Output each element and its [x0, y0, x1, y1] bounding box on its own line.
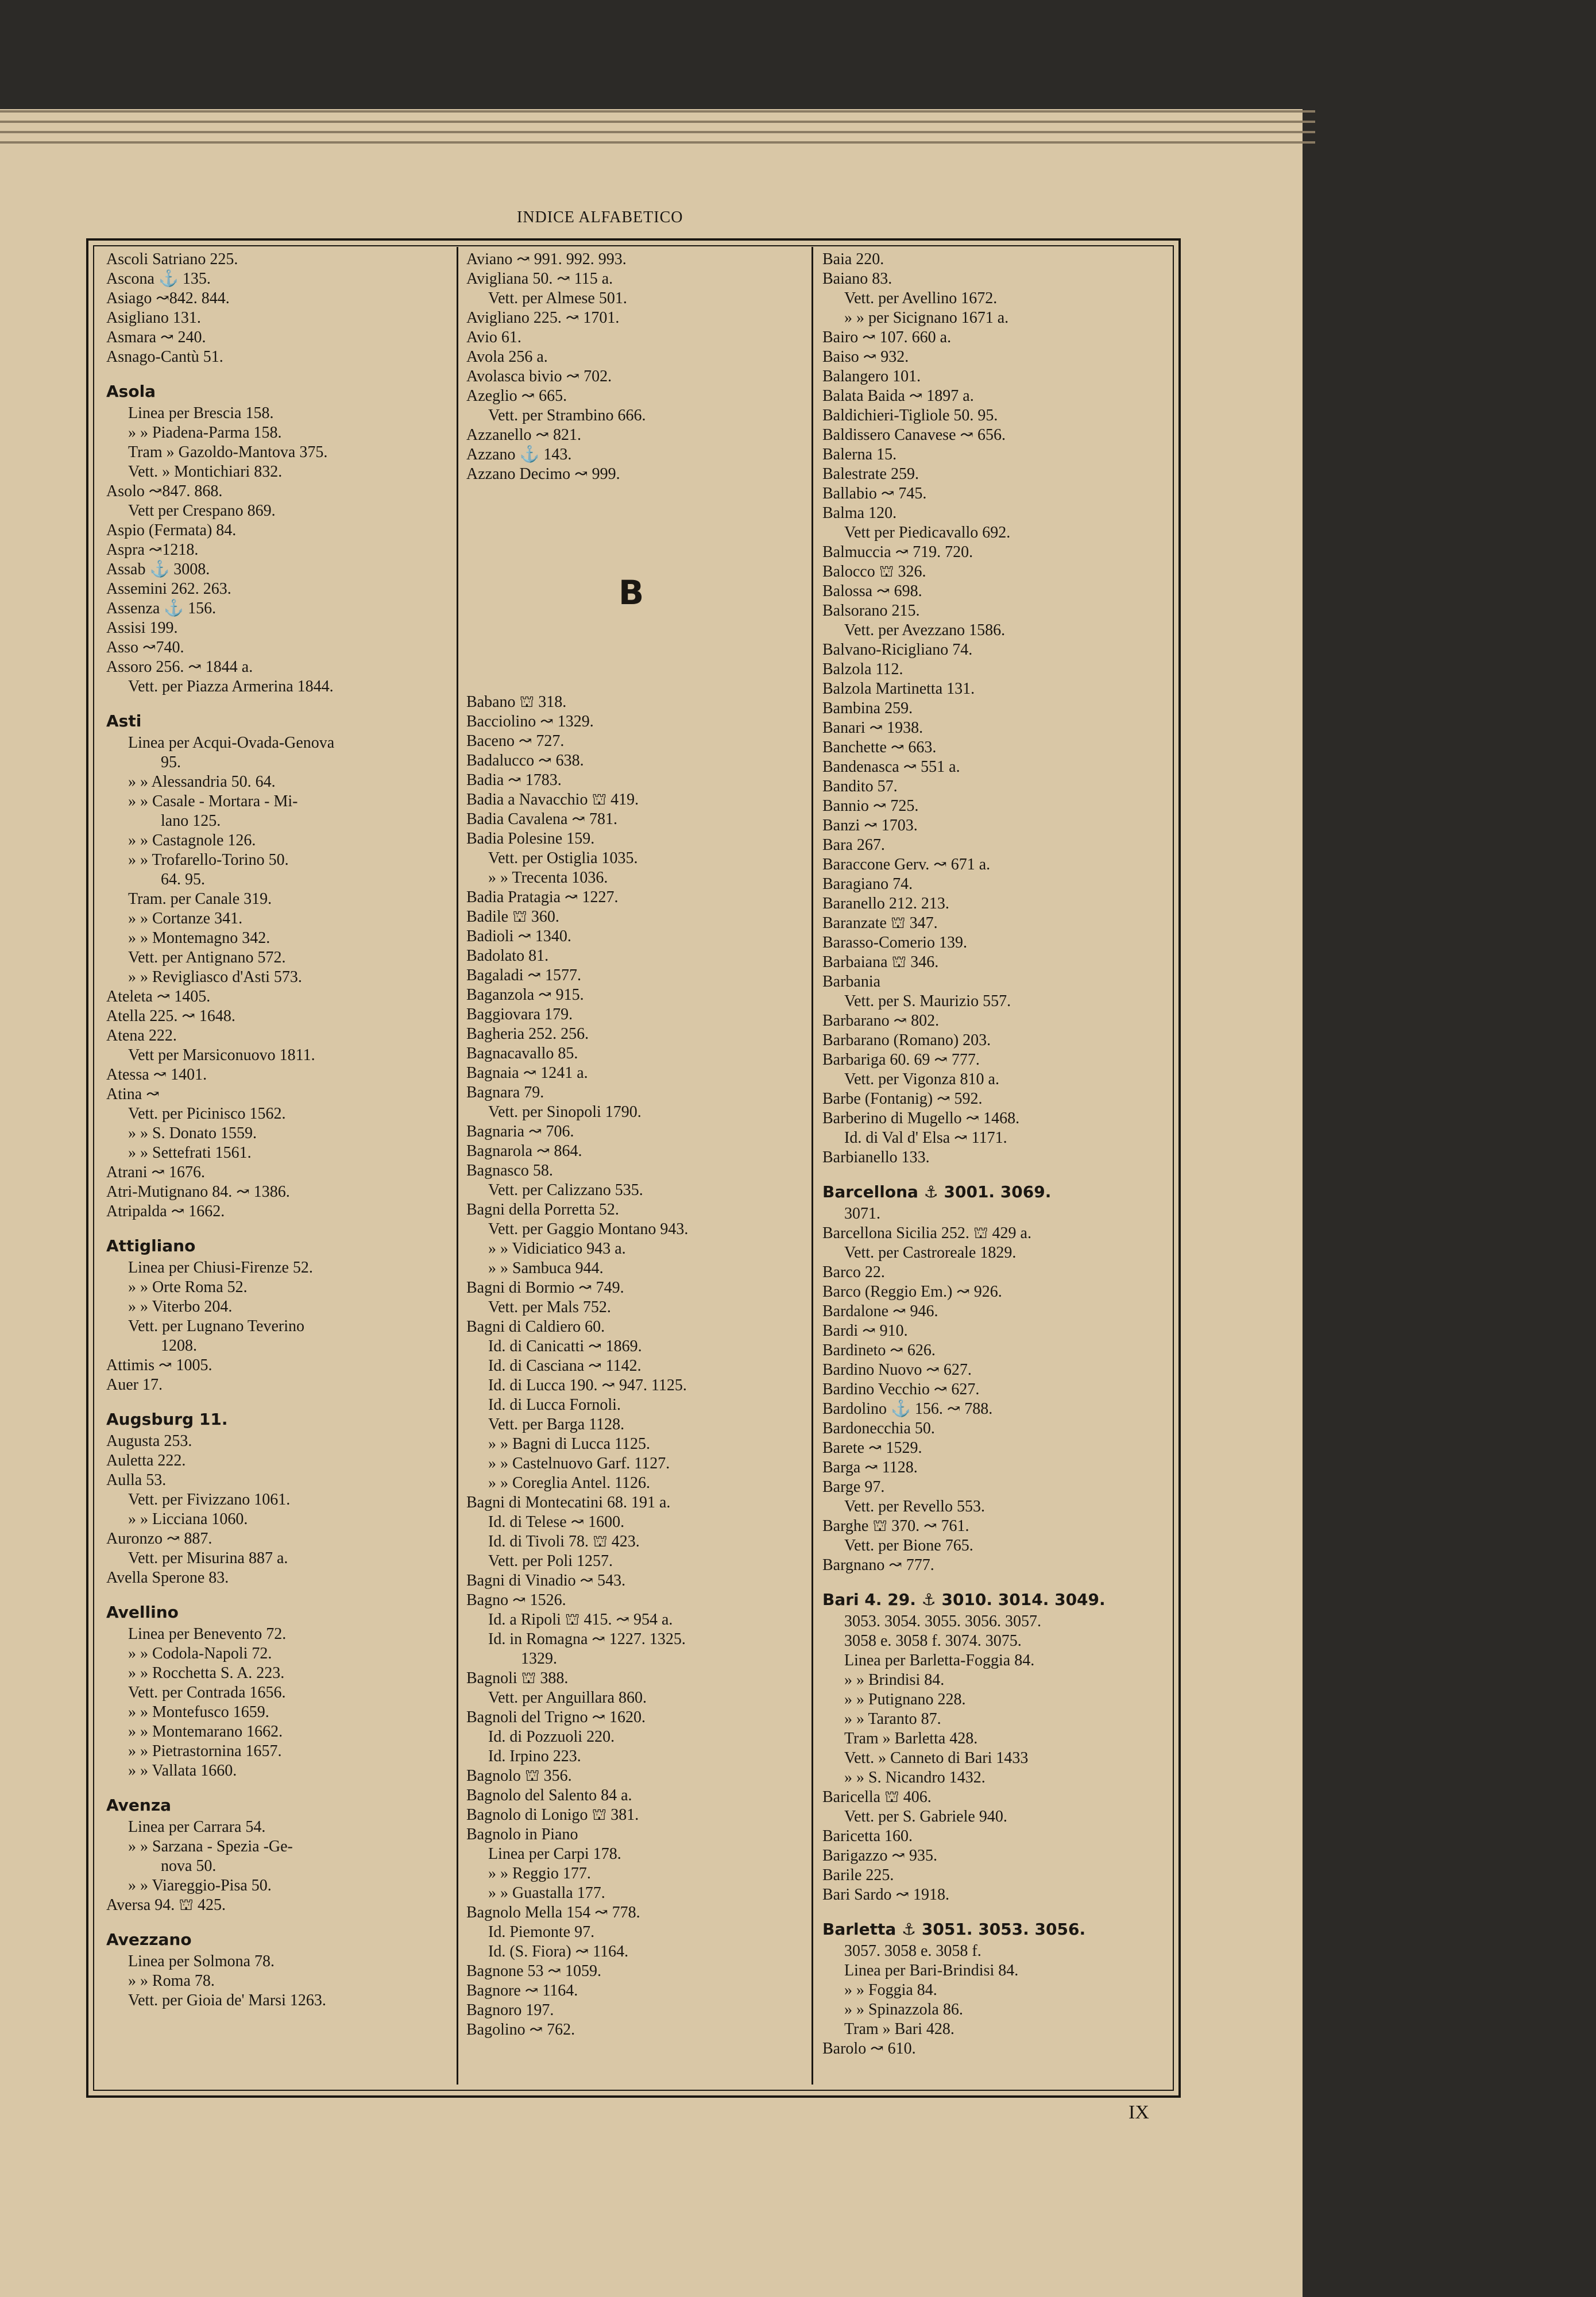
index-entry: Barcellona Sicilia 252. ⛫ 429 a.	[822, 1224, 1031, 1242]
index-entry: Avigliano 225. ↝ 1701.	[466, 309, 620, 327]
index-entry: Vett. per Antignano 572.	[128, 949, 286, 966]
page-edge-line	[0, 131, 1315, 133]
index-entry: » » Alessandria 50. 64.	[128, 773, 276, 791]
index-entry: 64. 95.	[161, 871, 205, 888]
index-heading: Attigliano	[106, 1236, 196, 1255]
index-entry: Bagnolo di Lonigo ⛫ 381.	[466, 1806, 639, 1824]
index-entry: Babano ⛫ 318.	[466, 693, 567, 711]
index-entry: » » Bagni di Lucca 1125.	[488, 1435, 651, 1453]
index-entry: » » Roma 78.	[128, 1972, 215, 1990]
index-entry: Vett. per Bione 765.	[844, 1537, 973, 1554]
index-entry: » » Brindisi 84.	[844, 1671, 945, 1689]
index-entry: Baranzate ⛫ 347.	[822, 914, 938, 932]
index-entry: Vett. » Canneto di Bari 1433	[844, 1749, 1029, 1767]
index-entry: Bardi ↝ 910.	[822, 1322, 908, 1340]
index-entry: Bagni di Montecatini 68. 191 a.	[466, 1494, 671, 1511]
index-entry: Bagno ↝ 1526.	[466, 1591, 566, 1609]
index-entry: Bagni della Porretta 52.	[466, 1201, 619, 1219]
index-entry: Id. di Pozzuoli 220.	[488, 1728, 615, 1746]
index-entry: Ascoli Satriano 225.	[106, 250, 238, 268]
index-entry: Bandenasca ↝ 551 a.	[822, 758, 960, 776]
index-entry: Id. di Canicatti ↝ 1869.	[488, 1337, 642, 1355]
index-entry: Ateleta ↝ 1405.	[106, 988, 211, 1006]
index-entry: Bagnaia ↝ 1241 a.	[466, 1064, 588, 1082]
index-entry: Vett. per S. Gabriele 940.	[844, 1808, 1007, 1826]
index-entry: Asmara ↝ 240.	[106, 328, 206, 346]
index-entry: 3058 e. 3058 f. 3074. 3075.	[844, 1632, 1022, 1650]
index-entry: Ballabio ↝ 745.	[822, 485, 927, 502]
index-column-2	[466, 250, 799, 2087]
index-entry: Badalucco ↝ 638.	[466, 752, 584, 769]
index-entry: Id. Irpino 223.	[488, 1747, 581, 1765]
index-entry: Balmuccia ↝ 719. 720.	[822, 543, 973, 561]
index-entry: Badia ↝ 1783.	[466, 771, 562, 789]
index-entry: Bagolino ↝ 762.	[466, 2021, 575, 2039]
index-entry: Bardalone ↝ 946.	[822, 1302, 938, 1320]
index-entry: Baldichieri-Tigliole 50. 95.	[822, 407, 998, 424]
index-column-1	[106, 250, 439, 2087]
index-entry: Baldissero Canavese ↝ 656.	[822, 426, 1006, 444]
index-entry: Baranello 212. 213.	[822, 895, 949, 912]
index-entry: Aspio (Fermata) 84.	[106, 521, 237, 539]
index-entry: Baiso ↝ 932.	[822, 348, 909, 366]
index-entry: » » Foggia 84.	[844, 1981, 937, 1999]
index-entry: Barco (Reggio Em.) ↝ 926.	[822, 1283, 1002, 1301]
index-entry: » » Piadena-Parma 158.	[128, 424, 282, 442]
index-entry: Linea per Barletta-Foggia 84.	[844, 1652, 1035, 1669]
index-entry: Bandito 57.	[822, 778, 898, 795]
index-heading: Asola	[106, 382, 156, 401]
index-entry: Baiano 83.	[822, 270, 892, 288]
index-entry: Atrani ↝ 1676.	[106, 1163, 205, 1181]
index-entry: Bacciolino ↝ 1329.	[466, 713, 594, 730]
index-entry: Asso ↝740.	[106, 639, 184, 656]
index-entry: Ascona ⚓ 135.	[106, 270, 211, 288]
index-entry: » » Revigliasco d'Asti 573.	[128, 968, 302, 986]
index-entry: 3053. 3054. 3055. 3056. 3057.	[844, 1612, 1041, 1630]
index-entry: Balzola Martinetta 131.	[822, 680, 975, 698]
index-entry: » » Trofarello-Torino 50.	[128, 851, 289, 869]
index-entry: » » Guastalla 177.	[488, 1884, 605, 1902]
index-entry: 95.	[161, 753, 181, 771]
column-divider	[811, 247, 813, 2085]
index-entry: Vett. per Castroreale 1829.	[844, 1244, 1017, 1262]
index-entry: Assenza ⚓ 156.	[106, 600, 217, 617]
index-entry: Barete ↝ 1529.	[822, 1439, 922, 1457]
index-entry: Auronzo ↝ 887.	[106, 1530, 212, 1548]
index-column-3	[822, 250, 1156, 2087]
index-entry: Balsorano 215.	[822, 602, 920, 620]
index-entry: Barco 22.	[822, 1263, 885, 1281]
index-entry: Barigazzo ↝ 935.	[822, 1847, 937, 1865]
index-entry: Baggiovara 179.	[466, 1006, 573, 1023]
index-entry: Asolo ↝847. 868.	[106, 482, 223, 500]
index-heading: Asti	[106, 711, 142, 730]
index-entry: Balzola 112.	[822, 660, 903, 678]
index-entry: 1208.	[161, 1337, 197, 1355]
index-entry: Atella 225. ↝ 1648.	[106, 1007, 235, 1025]
index-entry: Assemini 262. 263.	[106, 580, 231, 598]
index-entry: Aversa 94. ⛫ 425.	[106, 1896, 226, 1914]
index-entry: » » Spinazzola 86.	[844, 2001, 963, 2018]
index-entry: Avola 256 a.	[466, 348, 548, 366]
index-entry: Linea per Benevento 72.	[128, 1625, 287, 1643]
index-entry: Azzanello ↝ 821.	[466, 426, 581, 444]
index-entry: Asnago-Cantù 51.	[106, 348, 223, 366]
index-entry: Badia Polesine 159.	[466, 830, 595, 848]
index-entry: Barga ↝ 1128.	[822, 1459, 918, 1476]
index-entry: Id. di Lucca 190. ↝ 947. 1125.	[488, 1376, 687, 1394]
index-entry: » » Settefrati 1561.	[128, 1144, 252, 1162]
index-entry: » » Codola-Napoli 72.	[128, 1645, 272, 1662]
index-entry: Bagnacavallo 85.	[466, 1045, 578, 1062]
index-entry: Bardolino ⚓ 156. ↝ 788.	[822, 1400, 993, 1418]
index-entry: Balerna 15.	[822, 446, 897, 463]
index-entry: Vett. per Picinisco 1562.	[128, 1105, 286, 1123]
index-entry: Azeglio ↝ 665.	[466, 387, 567, 405]
index-entry: Barbarano (Romano) 203.	[822, 1031, 991, 1049]
index-entry: Azzano ⚓ 143.	[466, 446, 572, 463]
index-entry: Balangero 101.	[822, 368, 921, 385]
index-entry: Banari ↝ 1938.	[822, 719, 923, 737]
index-entry: Barbe (Fontanig) ↝ 592.	[822, 1090, 983, 1108]
index-entry: Bagni di Vinadio ↝ 543.	[466, 1572, 626, 1590]
index-entry: Bagnoli ⛫ 388.	[466, 1669, 569, 1687]
index-heading: Barcellona ⚓ 3001. 3069.	[822, 1182, 1052, 1201]
index-entry: Bagnasco 58.	[466, 1162, 553, 1180]
index-entry: » » Sarzana - Spezia -Ge-	[128, 1838, 293, 1855]
index-entry: Vett. per Mals 752.	[488, 1298, 611, 1316]
index-entry: » » Taranto 87.	[844, 1710, 941, 1728]
index-entry: Id. di Telese ↝ 1600.	[488, 1513, 625, 1531]
index-entry: Linea per Carpi 178.	[488, 1845, 621, 1863]
index-entry: Badile ⛫ 360.	[466, 908, 559, 926]
index-entry: Baraccone Gerv. ↝ 671 a.	[822, 856, 991, 873]
index-entry: Balocco ⛫ 326.	[822, 563, 926, 581]
index-entry: » » Viareggio-Pisa 50.	[128, 1877, 272, 1894]
index-entry: Bagnaria ↝ 706.	[466, 1123, 574, 1140]
index-entry: Tram » Bari 428.	[844, 2020, 954, 2038]
index-entry: Vett. » Montichiari 832.	[128, 463, 283, 481]
index-entry: » » Licciana 1060.	[128, 1510, 248, 1528]
index-entry: Vett. per Misurina 887 a.	[128, 1549, 288, 1567]
index-heading: Avellino	[106, 1603, 179, 1622]
index-entry: Vett. per Piazza Armerina 1844.	[128, 678, 334, 695]
index-entry: Avigliana 50. ↝ 115 a.	[466, 270, 613, 288]
index-entry: Assisi 199.	[106, 619, 178, 637]
index-entry: Barge 97.	[822, 1478, 885, 1496]
index-entry: Bagni di Caldiero 60.	[466, 1318, 605, 1336]
index-entry: Banzi ↝ 1703.	[822, 817, 918, 834]
index-entry: » » S. Nicandro 1432.	[844, 1769, 986, 1786]
index-entry: Vett. per Vigonza 810 a.	[844, 1070, 999, 1088]
index-entry: » » Castelnuovo Garf. 1127.	[488, 1455, 670, 1472]
index-entry: Bagnoro 197.	[466, 2001, 554, 2019]
index-entry: Linea per Carrara 54.	[128, 1818, 266, 1836]
index-entry: Vett. per Poli 1257.	[488, 1552, 613, 1570]
index-entry: Badolato 81.	[466, 947, 549, 965]
index-entry: Baricella ⛫ 406.	[822, 1788, 932, 1806]
index-entry: Banchette ↝ 663.	[822, 738, 937, 756]
index-entry: Bagnolo del Salento 84 a.	[466, 1786, 632, 1804]
index-entry: Id. di Lucca Fornoli.	[488, 1396, 621, 1414]
index-entry: Atena 222.	[106, 1027, 177, 1045]
index-entry: Auer 17.	[106, 1376, 163, 1394]
index-entry: Vett. per Ostiglia 1035.	[488, 849, 638, 867]
index-entry: Id. a Ripoli ⛫ 415. ↝ 954 a.	[488, 1611, 673, 1629]
index-entry: » » Reggio 177.	[488, 1865, 591, 1882]
section-letter: B	[619, 573, 644, 612]
index-entry: Bagnore ↝ 1164.	[466, 1982, 578, 2000]
index-entry: 3057. 3058 e. 3058 f.	[844, 1942, 981, 1960]
index-entry: Aviano ↝ 991. 992. 993.	[466, 250, 627, 268]
index-entry: Asiago ↝842. 844.	[106, 289, 230, 307]
index-entry: Vett. per Avellino 1672.	[844, 289, 998, 307]
index-entry: Tram » Gazoldo-Mantova 375.	[128, 443, 328, 461]
index-entry: Barbania	[822, 973, 881, 991]
index-entry: Balestrate 259.	[822, 465, 919, 483]
index-entry: » » Putignano 228.	[844, 1691, 966, 1708]
index-entry: Barasso-Comerio 139.	[822, 934, 967, 952]
index-entry: Vett per Marsiconuovo 1811.	[128, 1046, 315, 1064]
index-entry: Bagaladi ↝ 1577.	[466, 966, 581, 984]
index-entry: Bagheria 252. 256.	[466, 1025, 589, 1043]
index-entry: Atripalda ↝ 1662.	[106, 1202, 225, 1220]
index-entry: Bagnolo in Piano	[466, 1826, 578, 1843]
index-entry: Linea per Bari-Brindisi 84.	[844, 1962, 1019, 1979]
index-entry: Barbianello 133.	[822, 1148, 930, 1166]
index-entry: » » Rocchetta S. A. 223.	[128, 1664, 285, 1682]
index-entry: » » Vidiciatico 943 a.	[488, 1240, 626, 1258]
index-entry: » » Trecenta 1036.	[488, 869, 608, 887]
index-entry: Bari Sardo ↝ 1918.	[822, 1886, 949, 1904]
index-entry: Aulla 53.	[106, 1471, 167, 1489]
index-entry: » » Orte Roma 52.	[128, 1278, 248, 1296]
index-heading: Bari 4. 29. ⚓ 3010. 3014. 3049.	[822, 1590, 1106, 1609]
index-entry: » » Viterbo 204.	[128, 1298, 233, 1316]
index-entry: Vett per Piedicavallo 692.	[844, 524, 1011, 542]
index-entry: Id. (S. Fiora) ↝ 1164.	[488, 1943, 629, 1960]
index-entry: Avolasca bivio ↝ 702.	[466, 368, 612, 385]
index-entry: Vett. per Sinopoli 1790.	[488, 1103, 642, 1121]
index-entry: Balma 120.	[822, 504, 897, 522]
index-entry: Linea per Solmona 78.	[128, 1952, 275, 1970]
page-edge-line	[0, 141, 1315, 144]
index-entry: 1329.	[521, 1650, 557, 1668]
index-entry: Avella Sperone 83.	[106, 1569, 229, 1587]
index-entry: Id. Piemonte 97.	[488, 1923, 595, 1941]
index-entry: Balvano-Ricigliano 74.	[822, 641, 973, 659]
index-entry: lano 125.	[161, 812, 221, 830]
index-entry: Tram » Barletta 428.	[844, 1730, 978, 1747]
index-entry: Barile 225.	[822, 1866, 894, 1884]
index-entry: 3071.	[844, 1205, 880, 1223]
index-entry: Barolo ↝ 610.	[822, 2040, 916, 2058]
page-edge-line	[0, 110, 1315, 113]
index-entry: Barghe ⛫ 370. ↝ 761.	[822, 1517, 969, 1535]
index-entry: » » Sambuca 944.	[488, 1259, 604, 1277]
index-entry: Bardineto ↝ 626.	[822, 1341, 936, 1359]
index-entry: Bagni di Bormio ↝ 749.	[466, 1279, 624, 1297]
index-entry: Baceno ↝ 727.	[466, 732, 565, 750]
index-entry: Tram. per Canale 319.	[128, 890, 272, 908]
index-entry: Vett. per Anguillara 860.	[488, 1689, 647, 1707]
index-entry: Linea per Acqui-Ovada-Genova	[128, 734, 335, 752]
index-entry: Vett. per Gaggio Montano 943.	[488, 1220, 689, 1238]
index-heading: Avenza	[106, 1796, 172, 1815]
index-entry: » » Montefusco 1659.	[128, 1703, 269, 1721]
index-entry: Bargnano ↝ 777.	[822, 1556, 934, 1574]
index-entry: Linea per Chiusi-Firenze 52.	[128, 1259, 313, 1277]
index-entry: Id. di Val d' Elsa ↝ 1171.	[844, 1129, 1007, 1147]
page-header: INDICE ALFABETICO	[517, 208, 683, 226]
index-entry: Bardino Vecchio ↝ 627.	[822, 1380, 980, 1398]
index-entry: » » Castagnole 126.	[128, 832, 256, 849]
index-entry: Bagnone 53 ↝ 1059.	[466, 1962, 601, 1980]
index-entry: Atina ↝	[106, 1085, 160, 1103]
index-entry: Vett per Crespano 869.	[128, 502, 276, 520]
index-entry: Vett. per Strambino 666.	[488, 407, 646, 424]
index-entry: Badioli ↝ 1340.	[466, 927, 571, 945]
index-entry: Vett. per S. Maurizio 557.	[844, 992, 1011, 1010]
index-entry: nova 50.	[161, 1857, 217, 1875]
index-entry: Id. di Tivoli 78. ⛫ 423.	[488, 1533, 640, 1550]
index-entry: Bagnolo ⛫ 356.	[466, 1767, 572, 1785]
index-entry: Bairo ↝ 107. 660 a.	[822, 328, 952, 346]
index-entry: » » Pietrastornina 1657.	[128, 1742, 282, 1760]
index-entry: Vett. per Revello 553.	[844, 1498, 985, 1515]
index-heading: Avezzano	[106, 1930, 192, 1949]
index-entry: Baricetta 160.	[822, 1827, 913, 1845]
index-entry: Baganzola ↝ 915.	[466, 986, 584, 1004]
index-entry: Balata Baida ↝ 1897 a.	[822, 387, 974, 405]
index-entry: Vett. per Lugnano Teverino	[128, 1317, 304, 1335]
index-entry: Badia a Navacchio ⛫ 419.	[466, 791, 639, 809]
index-entry: Bagnarola ↝ 864.	[466, 1142, 582, 1160]
index-entry: Barbarano ↝ 802.	[822, 1012, 940, 1030]
index-entry: Auletta 222.	[106, 1452, 186, 1470]
index-entry: » » Montemarano 1662.	[128, 1723, 283, 1741]
column-divider	[457, 247, 458, 2085]
index-entry: Vett. per Almese 501.	[488, 289, 627, 307]
index-entry: Bagnara 79.	[466, 1084, 544, 1101]
index-entry: » » S. Donato 1559.	[128, 1124, 257, 1142]
index-entry: Bardonecchia 50.	[822, 1420, 935, 1437]
index-entry: Bagnolo Mella 154 ↝ 778.	[466, 1904, 640, 1921]
index-entry: Baragiano 74.	[822, 875, 913, 893]
index-entry: Avio 61.	[466, 328, 521, 346]
index-entry: Assab ⚓ 3008.	[106, 560, 210, 578]
index-entry: Atri-Mutignano 84. ↝ 1386.	[106, 1183, 290, 1201]
index-entry: » » Coreglia Antel. 1126.	[488, 1474, 651, 1492]
index-entry: Bardino Nuovo ↝ 627.	[822, 1361, 972, 1379]
index-entry: Barbariga 60. 69 ↝ 777.	[822, 1051, 980, 1069]
index-entry: Vett. per Fivizzano 1061.	[128, 1491, 291, 1509]
index-entry: Bambina 259.	[822, 699, 913, 717]
index-entry: » » Casale - Mortara - Mi-	[128, 792, 298, 810]
index-entry: Linea per Brescia 158.	[128, 404, 274, 422]
index-entry: Aspra ↝1218.	[106, 541, 199, 559]
index-entry: Augusta 253.	[106, 1432, 192, 1450]
index-entry: » » Cortanze 341.	[128, 910, 243, 927]
index-entry: Assoro 256. ↝ 1844 a.	[106, 658, 253, 676]
page-number: IX	[1129, 2102, 1149, 2123]
page-edge-line	[0, 121, 1315, 123]
index-entry: Baia 220.	[822, 250, 884, 268]
index-entry: Atessa ↝ 1401.	[106, 1066, 207, 1084]
index-heading: Augsburg 11.	[106, 1410, 228, 1429]
index-entry: Badia Cavalena ↝ 781.	[466, 810, 617, 828]
index-entry: Balossa ↝ 698.	[822, 582, 922, 600]
index-entry: Vett. per Calizzano 535.	[488, 1181, 643, 1199]
index-entry: Vett. per Barga 1128.	[488, 1416, 625, 1433]
index-entry: Vett. per Contrada 1656.	[128, 1684, 286, 1702]
index-entry: Asigliano 131.	[106, 309, 201, 327]
index-entry: » » per Sicignano 1671 a.	[844, 309, 1009, 327]
index-entry: Id. di Casciana ↝ 1142.	[488, 1357, 642, 1375]
index-entry: Azzano Decimo ↝ 999.	[466, 465, 620, 483]
index-entry: » » Vallata 1660.	[128, 1762, 237, 1780]
index-entry: Bara 267.	[822, 836, 885, 854]
index-entry: Id. in Romagna ↝ 1227. 1325.	[488, 1630, 686, 1648]
index-entry: Bannio ↝ 725.	[822, 797, 919, 815]
index-entry: Vett. per Avezzano 1586.	[844, 621, 1006, 639]
index-entry: Barbaiana ⛫ 346.	[822, 953, 939, 971]
index-heading: Barletta ⚓ 3051. 3053. 3056.	[822, 1920, 1086, 1939]
index-entry: Vett. per Gioia de' Marsi 1263.	[128, 1991, 326, 2009]
index-entry: » » Montemagno 342.	[128, 929, 270, 947]
index-entry: Bagnoli del Trigno ↝ 1620.	[466, 1708, 646, 1726]
index-entry: Badia Pratagia ↝ 1227.	[466, 888, 619, 906]
index-entry: Attimis ↝ 1005.	[106, 1356, 212, 1374]
index-entry: Barberino di Mugello ↝ 1468.	[822, 1109, 1020, 1127]
